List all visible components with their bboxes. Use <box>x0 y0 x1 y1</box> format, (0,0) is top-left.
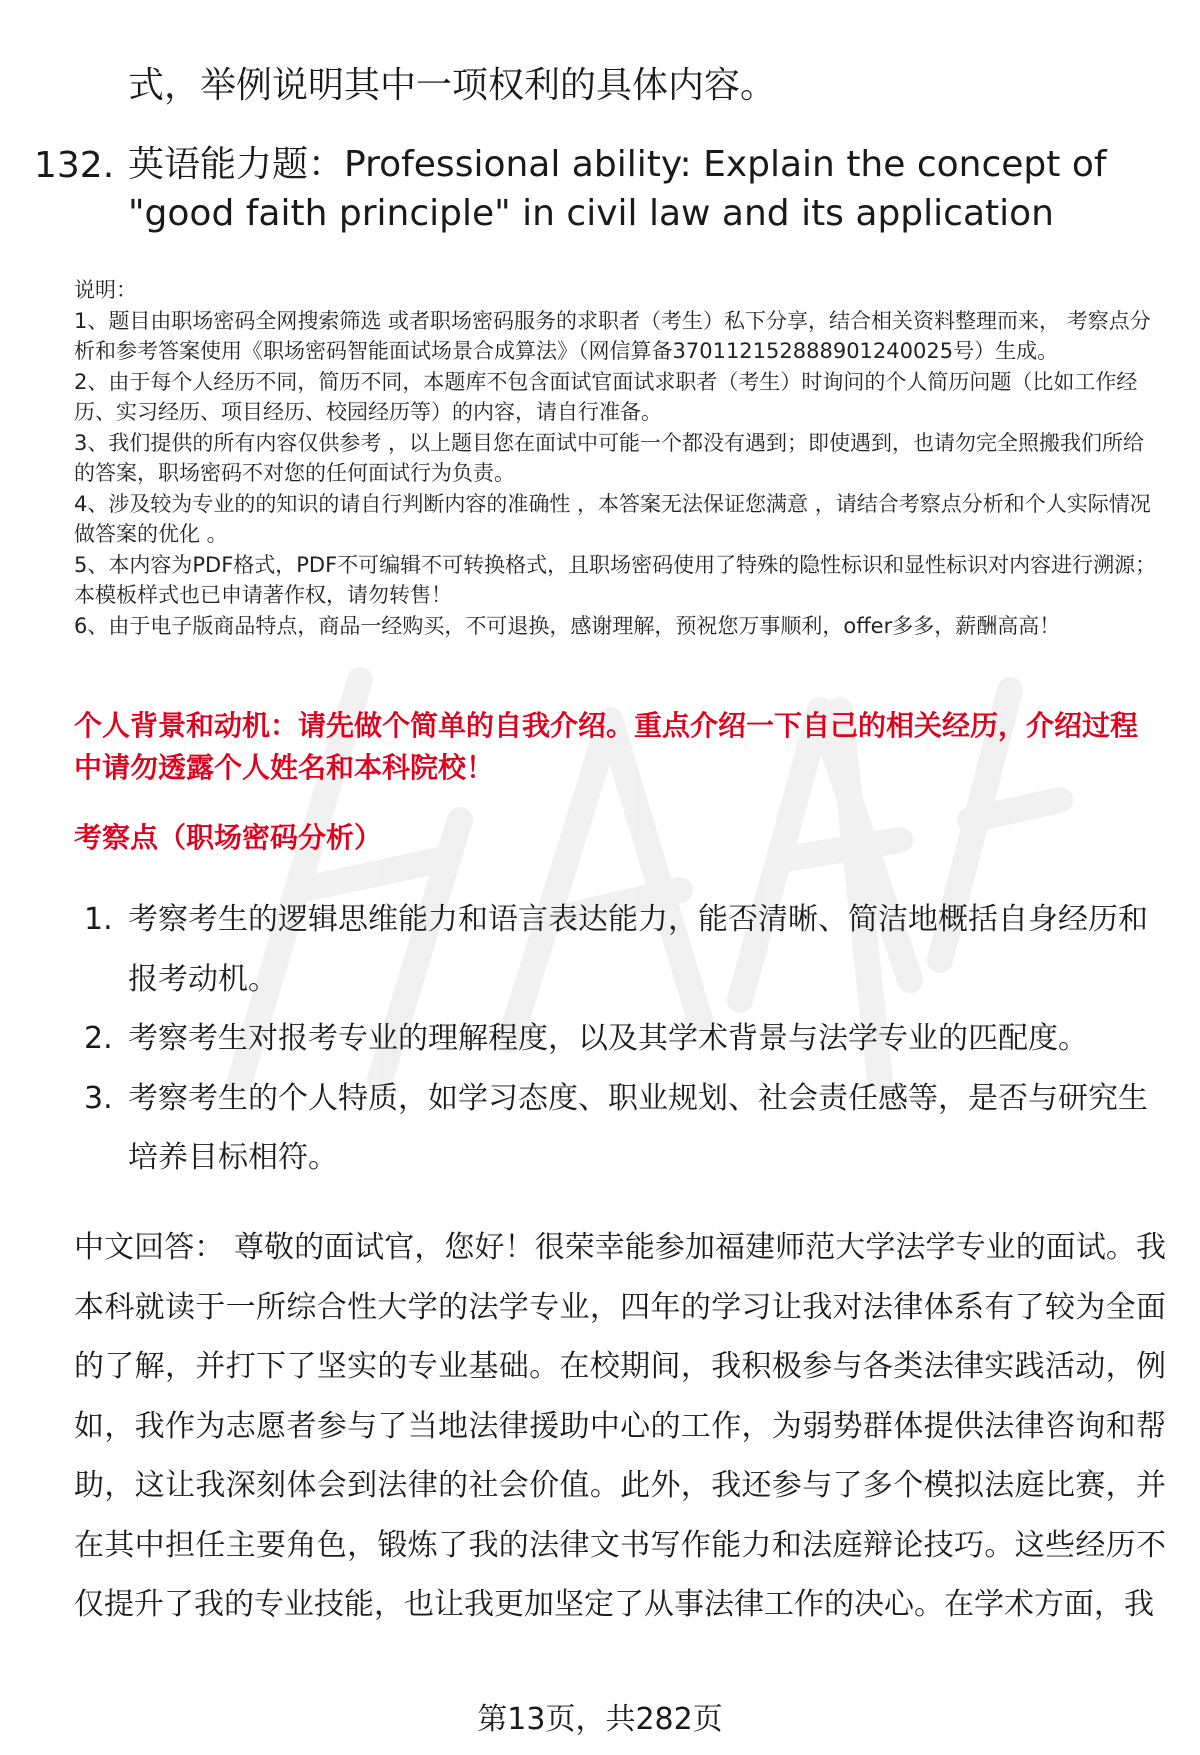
interview-question: 个人背景和动机：请先做个简单的自我介绍。重点介绍一下自己的相关经历，介绍过程中请勿透露个人姓名和本科院校！ <box>74 709 1139 784</box>
previous-question-tail: 式，举例说明其中一项权利的具体内容。 <box>128 65 777 106</box>
section-title: 考察点（职场密码分析） <box>74 821 383 854</box>
note-item: 5、本内容为PDF格式，PDF不可编辑不可转换格式，且职场密码使用了特殊的隐性标识和显性标识对内容进行溯源；本模板样式也已申请著作权，请勿转售！ <box>74 552 1157 607</box>
note-item: 2、由于每个人经历不同，简历不同，本题库不包含面试官面试求职者（考生）时询问的个人简历问题（比如工作经历、实习经历、项目经历、校园经历等）的内容，请自行准备。 <box>74 369 1138 424</box>
note-item: 1、题目由职场密码全网搜索筛选 或者职场密码服务的求职者（考生）私下分享，结合相关资料整理而来， 考察点分析和参考答案使用《职场密码智能面试场景合成算法》（网信算备370112152888901240025号）生成。 <box>74 308 1151 363</box>
point-text: 考察考生的个人特质，如学习态度、职业规划、社会责任感等，是否与研究生培养目标相符。 <box>128 1080 1148 1175</box>
question-text: 英语能力题：Professional ability: Explain the concept of "good faith principle" in civil law and its application <box>128 144 1107 234</box>
point-text: 考察考生的逻辑思维能力和语言表达能力，能否清晰、简洁地概括自身经历和报考动机。 <box>128 902 1148 997</box>
answer-label: 中文回答： <box>74 1230 225 1265</box>
point-number: 2. <box>84 1021 113 1056</box>
question-number: 132. <box>34 145 115 186</box>
list-item <box>74 1009 1164 1069</box>
page-footer: 第13页，共282页 <box>477 1702 723 1737</box>
assessment-points <box>74 890 1164 1188</box>
list-item <box>74 1069 1164 1188</box>
point-text: 考察考生对报考专业的理解程度，以及其学术背景与法学专业的匹配度。 <box>128 1021 1088 1056</box>
point-number: 3. <box>84 1080 113 1116</box>
disclaimer-notes <box>74 275 1164 641</box>
note-item: 3、我们提供的所有内容仅供参考 ，以上题目您在面试中可能一个都没有遇到；即使遇到，也请勿完全照搬我们所给的答案，职场密码不对您的任何面试行为负责。 <box>74 430 1145 485</box>
point-number: 1. <box>84 902 113 937</box>
answer-text: 尊敬的面试官，您好！很荣幸能参加福建师范大学法学专业的面试。我本科就读于一所综合性大学的法学专业，四年的学习让我对法律体系有了较为全面的了解，并打下了坚实的专业基础。在校期间，我积极参与各类法律实践活动，例如，我作为志愿者参与了当地法律援助中心的工作，为弱势群体提供法律咨询和帮助，这让我深刻体会到法律的社会价值。此外，我还参与了多个模拟法庭比赛，并在其中担任主要角色，锻炼了我的法律文书写作能力和法庭辩论技巧。这些经历不仅提升了我的专业技能，也让我更加坚定了从事法律工作的决心。在学术方面，我 <box>74 1230 1166 1622</box>
list-item <box>74 890 1164 1009</box>
answer-paragraph <box>74 1218 1166 1635</box>
notes-heading: 说明： <box>74 278 137 302</box>
note-item: 6、由于电子版商品特点，商品一经购买，不可退换，感谢理解，预祝您万事顺利，offer多多，薪酬高高！ <box>74 613 1061 638</box>
note-item: 4、涉及较为专业的的知识的请自行判断内容的准确性 ，本答案无法保证您满意 ，请结合考察点分析和个人实际情况做答案的优化 。 <box>74 491 1151 546</box>
